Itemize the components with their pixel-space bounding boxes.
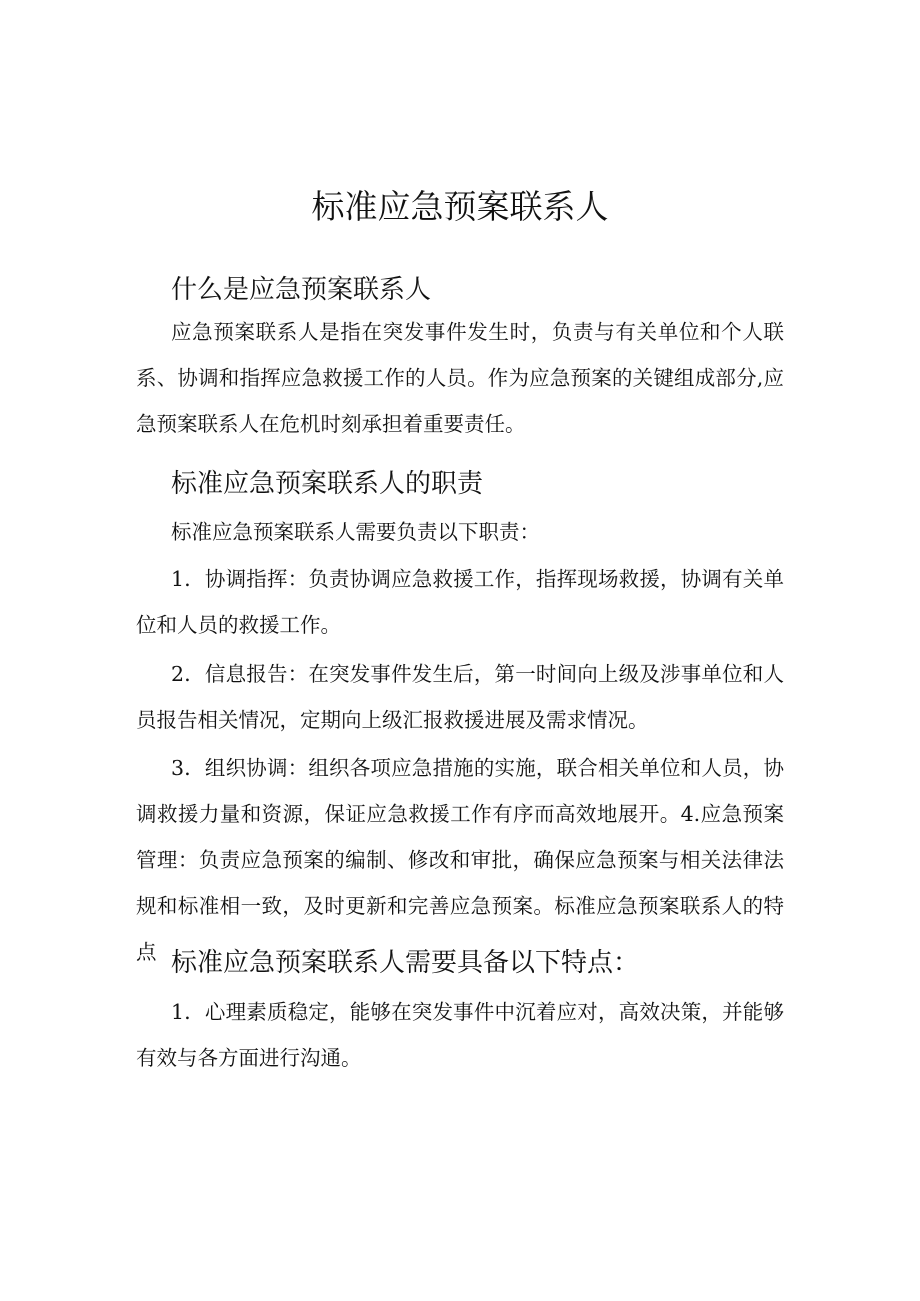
duties-intro: 标准应急预案联系人需要负责以下职责： [171,520,540,544]
section-paragraph-definition: 应急预案联系人是指在突发事件发生时，负责与有关单位和个人联系、协调和指挥应急救援工作的人员。作为应急预案的关键组成部分,应急预案联系人在危机时刻承担着重要责任。 [136,320,784,436]
section-heading-duties: 标准应急预案联系人的职责 [171,469,484,499]
section-heading-what-is: 什么是应急预案联系人 [171,275,432,305]
duty-item-coordination: 1．协调指挥：负责协调应急救援工作，指挥现场救援，协调有关单位和人员的救援工作。 [136,567,784,637]
section-heading-traits: 标准应急预案联系人需要具备以下特点： [171,948,640,978]
duty-item-reporting: 2．信息报告：在突发事件发生后，第一时间向上级及涉事单位和人员报告相关情况，定期向上级汇报救援进展及需求情况。 [136,662,784,732]
trait-item-psychology: 1．心理素质稳定，能够在突发事件中沉着应对，高效决策，并能够有效与各方面进行沟通。 [136,1000,784,1070]
document-title: 标准应急预案联系人 [311,187,609,226]
duty-item-organization: 3．组织协调：组织各项应急措施的实施，联合相关单位和人员，协调救援力量和资源，保证应急救援工作有序而高效地展开。4.应急预案管理：负责应急预案的编制、修改和审批，确保应急预案与相关法律法规和标准相一致，及时更新和完善应急预案。标准应急预案联系人的特点 [136,756,784,964]
